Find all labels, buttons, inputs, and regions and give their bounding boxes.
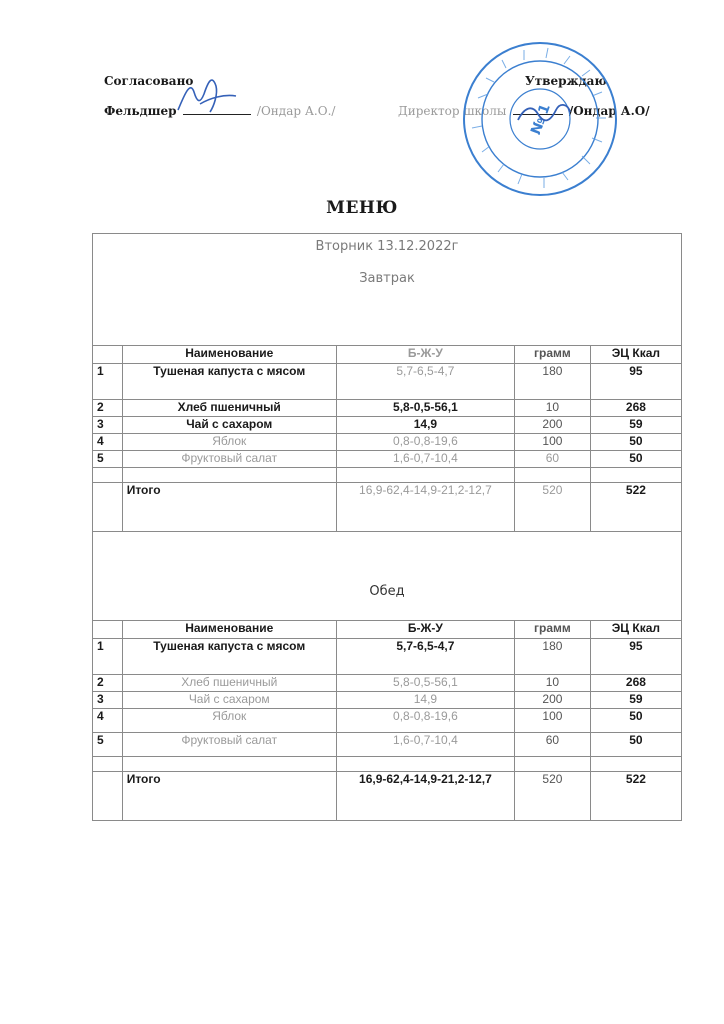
row-name: Яблок [122, 434, 336, 451]
row-bzu: 0,8-0,8-19,6 [336, 434, 514, 451]
row-kcal: 268 [590, 400, 681, 417]
signature-left-icon [170, 66, 240, 118]
row-num: 4 [93, 709, 123, 733]
breakfast-meal-label: Завтрак [359, 271, 415, 286]
total-label: Итого [122, 483, 336, 532]
table-row [93, 451, 682, 468]
row-name: Тушеная капуста с мясом [122, 639, 336, 675]
total-kcal: 522 [590, 483, 681, 532]
row-kcal: 50 [590, 434, 681, 451]
row-kcal: 59 [590, 417, 681, 434]
table-row [93, 400, 682, 417]
row-num: 4 [93, 434, 123, 451]
row-gram: 180 [515, 364, 591, 400]
row-num: 3 [93, 692, 123, 709]
row-kcal: 95 [590, 639, 681, 675]
row-bzu: 14,9 [336, 417, 514, 434]
col-kcal: ЭЦ Ккал [590, 621, 681, 639]
row-name: Хлеб пшеничный [122, 675, 336, 692]
breakfast-column-headers [93, 346, 682, 364]
row-gram: 60 [515, 733, 591, 757]
approval-left-role: Фельдшер [104, 104, 177, 118]
row-num: 2 [93, 400, 123, 417]
row-name: Чай с сахаром [122, 417, 336, 434]
total-label: Итого [122, 772, 336, 821]
row-num: 1 [93, 639, 123, 675]
table-row [93, 709, 682, 733]
breakfast-header-row [93, 234, 682, 346]
row-gram: 200 [515, 417, 591, 434]
lunch-total-row [93, 772, 682, 821]
breakfast-total-row [93, 483, 682, 532]
table-row [93, 733, 682, 757]
col-bzu: Б-Ж-У [336, 346, 514, 364]
row-num: 5 [93, 733, 123, 757]
row-gram: 180 [515, 639, 591, 675]
total-bzu: 16,9-62,4-14,9-21,2-12,7 [336, 483, 514, 532]
approval-right-role: Директор школы [398, 104, 507, 118]
row-gram: 200 [515, 692, 591, 709]
approval-right-label: Утверждаю [525, 74, 607, 88]
row-name: Яблок [122, 709, 336, 733]
approval-right-name: /Ондар А.О/ [568, 104, 650, 118]
row-kcal: 95 [590, 364, 681, 400]
table-row [93, 675, 682, 692]
svg-text:№ 1: № 1 [528, 101, 554, 137]
table-row [93, 364, 682, 400]
row-bzu: 5,8-0,5-56,1 [336, 400, 514, 417]
row-name: Тушеная капуста с мясом [122, 364, 336, 400]
row-name: Фруктовый салат [122, 451, 336, 468]
col-name: Наименование [122, 346, 336, 364]
row-num: 1 [93, 364, 123, 400]
row-num: 2 [93, 675, 123, 692]
row-gram: 10 [515, 675, 591, 692]
menu-table [92, 233, 682, 821]
row-bzu: 0,8-0,8-19,6 [336, 709, 514, 733]
row-kcal: 50 [590, 451, 681, 468]
row-name: Хлеб пшеничный [122, 400, 336, 417]
row-name: Чай с сахаром [122, 692, 336, 709]
table-row [93, 639, 682, 675]
approval-left-label: Согласовано [104, 74, 194, 88]
col-kcal: ЭЦ Ккал [590, 346, 681, 364]
school-stamp-icon [458, 38, 622, 200]
row-bzu: 1,6-0,7-10,4 [336, 451, 514, 468]
total-gram: 520 [515, 772, 591, 821]
empty-row [93, 757, 682, 772]
table-row [93, 692, 682, 709]
row-gram: 100 [515, 709, 591, 733]
day-label: Вторник 13.12.2022г [315, 239, 459, 254]
col-bzu: Б-Ж-У [336, 621, 514, 639]
row-gram: 10 [515, 400, 591, 417]
row-kcal: 50 [590, 733, 681, 757]
table-row [93, 417, 682, 434]
row-gram: 100 [515, 434, 591, 451]
row-num: 5 [93, 451, 123, 468]
row-kcal: 268 [590, 675, 681, 692]
row-kcal: 50 [590, 709, 681, 733]
table-row [93, 434, 682, 451]
lunch-meal-label: Обед [369, 584, 405, 599]
total-gram: 520 [515, 483, 591, 532]
col-gram: грамм [515, 621, 591, 639]
row-bzu: 14,9 [336, 692, 514, 709]
row-num: 3 [93, 417, 123, 434]
row-kcal: 59 [590, 692, 681, 709]
row-bzu: 5,7-6,5-4,7 [336, 639, 514, 675]
row-bzu: 5,7-6,5-4,7 [336, 364, 514, 400]
row-name: Фруктовый салат [122, 733, 336, 757]
row-bzu: 5,8-0,5-56,1 [336, 675, 514, 692]
total-bzu: 16,9-62,4-14,9-21,2-12,7 [336, 772, 514, 821]
row-bzu: 1,6-0,7-10,4 [336, 733, 514, 757]
lunch-column-headers [93, 621, 682, 639]
col-name: Наименование [122, 621, 336, 639]
empty-row [93, 468, 682, 483]
total-kcal: 522 [590, 772, 681, 821]
col-gram: грамм [515, 346, 591, 364]
page-title: МЕНЮ [326, 198, 398, 218]
lunch-header-row [93, 532, 682, 621]
row-gram: 60 [515, 451, 591, 468]
approval-left-name: /Ондар А.О./ [256, 104, 336, 118]
